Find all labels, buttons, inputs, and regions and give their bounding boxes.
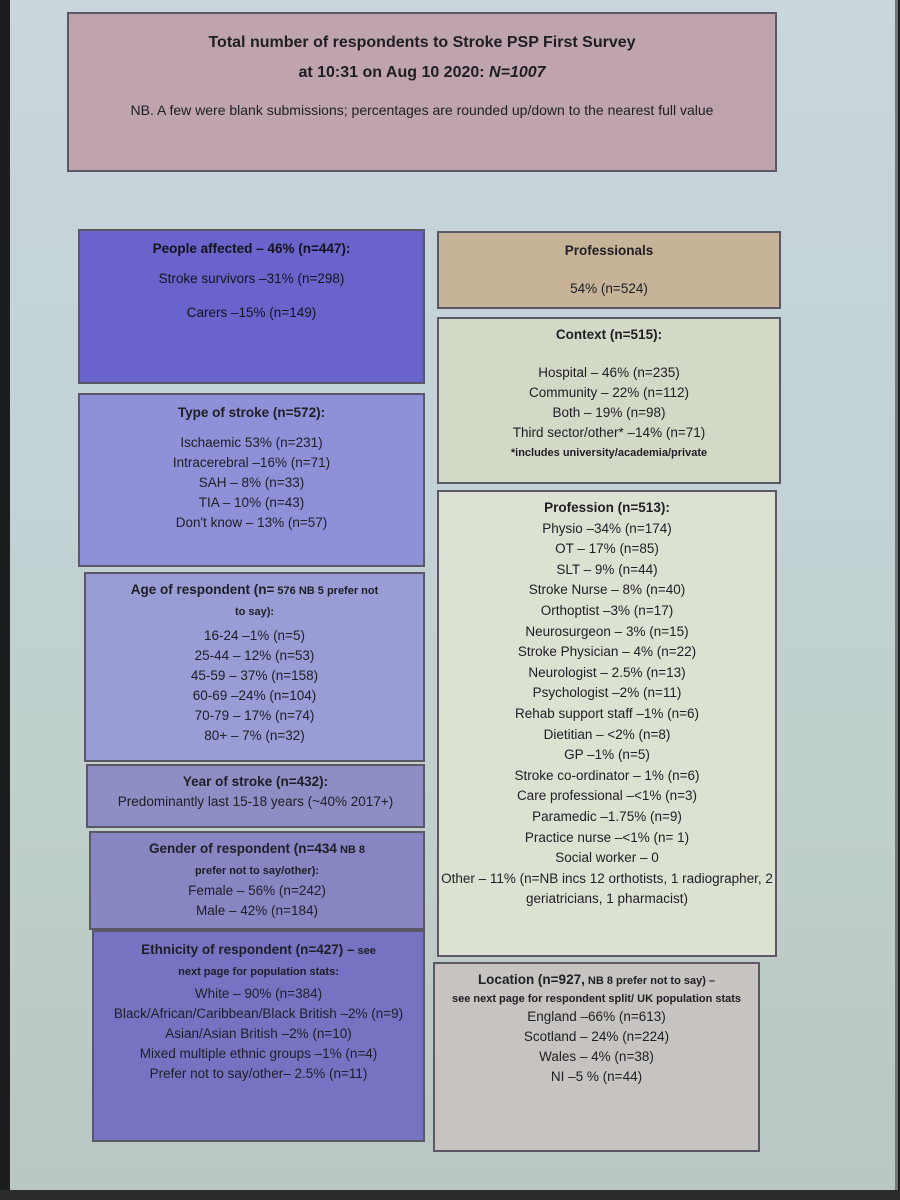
list-item: 25-44 – 12% (n=53) xyxy=(194,648,315,663)
professionals-heading: Professionals xyxy=(564,243,654,258)
list-item: 45-59 – 37% (n=158) xyxy=(190,668,319,683)
location-heading: Location (n=927, NB 8 prefer not to say) – xyxy=(477,972,716,987)
monitor-screen xyxy=(10,0,898,1190)
survey-timestamp: at 10:31 on Aug 10 2020: N=1007 xyxy=(298,64,546,81)
list-item: 80+ – 7% (n=32) xyxy=(204,728,305,743)
list-item: Physio –34% (n=174) xyxy=(542,520,672,536)
list-item: 70-79 – 17% (n=74) xyxy=(194,708,315,723)
monitor-bezel xyxy=(0,1190,900,1200)
list-item: Hospital – 46% (n=235) xyxy=(538,365,680,380)
location-subheading: see next page for respondent split/ UK population stats xyxy=(451,993,742,1005)
ethnicity-of-respondent-box xyxy=(92,930,425,1142)
list-item: Stroke Nurse – 8% (n=40) xyxy=(528,582,686,598)
list-item: Don't know – 13% (n=57) xyxy=(175,515,328,530)
list-item: Prefer not to say/other– 2.5% (n=11) xyxy=(149,1066,368,1081)
survey-note: NB. A few were blank submissions; percentages are rounded up/down to the nearest full value xyxy=(130,102,714,118)
list-item: Paramedic –1.75% (n=9) xyxy=(532,808,682,824)
list-item: Asian/Asian British –2% (n=10) xyxy=(165,1026,352,1041)
respondent-total: N=1007 xyxy=(489,64,546,81)
survey-title-box xyxy=(67,12,777,172)
list-item: Female – 56% (n=242) xyxy=(188,883,326,898)
professionals-box xyxy=(437,231,781,309)
list-item: Psychologist –2% (n=11) xyxy=(532,685,682,701)
list-item: SLT – 9% (n=44) xyxy=(556,561,658,577)
list-item: Wales – 4% (n=38) xyxy=(539,1049,654,1064)
list-item: Community – 22% (n=112) xyxy=(529,385,689,400)
location-box xyxy=(433,962,760,1152)
people-affected-heading: People affected – 46% (n=447): xyxy=(152,241,351,256)
list-item: Stroke co-ordinator – 1% (n=6) xyxy=(514,767,700,783)
list-item: Care professional –<1% (n=3) xyxy=(516,788,698,804)
gender-of-respondent-box xyxy=(89,831,425,930)
year-of-stroke-box xyxy=(86,764,425,828)
list-item: Neurosurgeon – 3% (n=15) xyxy=(525,623,689,639)
list-item: Stroke survivors –31% (n=298) xyxy=(158,271,345,286)
list-item: Practice nurse –<1% (n= 1) xyxy=(524,829,690,845)
type-of-stroke-heading: Type of stroke (n=572): xyxy=(177,405,326,420)
list-item: Carers –15% (n=149) xyxy=(186,305,317,320)
list-item: TIA – 10% (n=43) xyxy=(198,495,305,510)
context-footnote: *includes university/academia/private xyxy=(510,447,708,459)
gender-heading: Gender of respondent (n=434 NB 8 prefer not to say/other): xyxy=(148,841,366,877)
list-item: 60-69 –24% (n=104) xyxy=(192,688,317,703)
list-item: Rehab support staff –1% (n=6) xyxy=(515,705,699,721)
people-affected-box xyxy=(78,229,425,384)
profession-heading: Profession (n=513): xyxy=(544,500,670,515)
context-box xyxy=(437,317,781,484)
list-item: Other – 11% (n=NB incs 12 orthotists, 1 radiographer, 2 geriatricians, 1 pharmacist) xyxy=(441,870,773,907)
age-heading: Age of respondent (n= 576 NB 5 prefer not to say): xyxy=(130,582,379,618)
list-item: England –66% (n=613) xyxy=(527,1009,666,1024)
type-of-stroke-box xyxy=(78,393,425,567)
year-text: Predominantly last 15-18 years (~40% 2017+) xyxy=(117,794,394,809)
survey-title: Total number of respondents to Stroke PSP First Survey xyxy=(208,34,636,51)
list-item: Male – 42% (n=184) xyxy=(196,903,318,918)
list-item: White – 90% (n=384) xyxy=(194,986,323,1001)
list-item: NI –5 % (n=44) xyxy=(550,1069,643,1084)
age-of-respondent-box xyxy=(84,572,425,762)
list-item: Scotland – 24% (n=224) xyxy=(523,1029,670,1044)
list-item: Ischaemic 53% (n=231) xyxy=(180,435,323,450)
list-item: Orthoptist –3% (n=17) xyxy=(540,602,674,618)
list-item: OT – 17% (n=85) xyxy=(555,541,659,557)
professionals-value: 54% (n=524) xyxy=(570,281,648,296)
list-item: Both – 19% (n=98) xyxy=(552,405,666,420)
list-item: Third sector/other* –14% (n=71) xyxy=(512,425,706,440)
context-heading: Context (n=515): xyxy=(555,327,663,342)
list-item: Stroke Physician – 4% (n=22) xyxy=(517,644,697,660)
list-item: GP –1% (n=5) xyxy=(564,747,650,763)
ethnicity-heading: Ethnicity of respondent (n=427) – see next page for population stats: xyxy=(141,942,376,978)
profession-box xyxy=(437,490,777,957)
list-item: Intracerebral –16% (n=71) xyxy=(172,455,331,470)
list-item: Social worker – 0 xyxy=(555,850,659,866)
list-item: SAH – 8% (n=33) xyxy=(198,475,305,490)
year-heading: Year of stroke (n=432): xyxy=(182,774,329,789)
list-item: Neurologist – 2.5% (n=13) xyxy=(528,664,686,680)
list-item: 16-24 –1% (n=5) xyxy=(204,628,305,643)
list-item: Dietitian – <2% (n=8) xyxy=(543,726,671,742)
list-item: Black/African/Caribbean/Black British –2% (n=9) xyxy=(113,1006,404,1021)
list-item: Mixed multiple ethnic groups –1% (n=4) xyxy=(139,1046,378,1061)
